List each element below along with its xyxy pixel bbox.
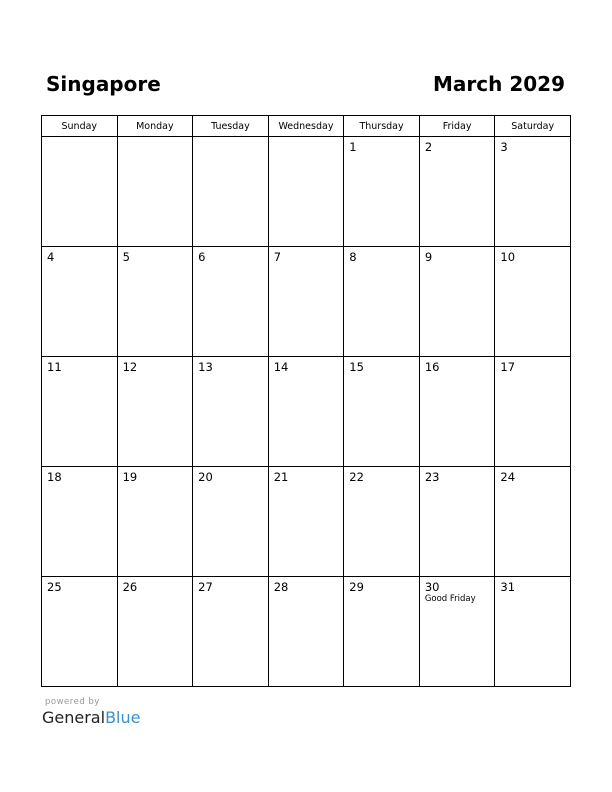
day-number: 11: [47, 360, 62, 374]
day-number: 18: [47, 470, 62, 484]
day-number: 7: [273, 250, 282, 264]
day-cell: [495, 247, 571, 357]
weekday-header: Sunday: [42, 116, 118, 137]
day-number: 17: [500, 360, 516, 374]
day-number: [269, 137, 344, 140]
day-number: 20: [198, 470, 213, 484]
day-cell: [495, 137, 571, 247]
week-row: [42, 137, 571, 247]
day-number: 14: [273, 360, 289, 374]
generalblue-footer: [42, 697, 140, 728]
day-number: 1: [349, 140, 357, 154]
day-number: 28: [273, 580, 289, 594]
day-cell: [268, 247, 344, 357]
day-number: 3: [500, 140, 508, 154]
day-cell: [344, 247, 420, 357]
day-cell: [419, 137, 495, 247]
day-number: 24: [500, 470, 516, 484]
day-cell: [117, 467, 193, 577]
day-cell: [495, 577, 571, 687]
day-cell: [419, 357, 495, 467]
calendar-grid: [41, 115, 571, 687]
day-cell: [495, 467, 571, 577]
day-cell: [193, 467, 269, 577]
day-number: [118, 137, 193, 140]
day-number: 9: [424, 250, 433, 264]
day-cell: [117, 247, 193, 357]
day-number: [42, 137, 117, 140]
day-cell: [42, 467, 118, 577]
day-number: 30: [424, 580, 440, 594]
day-number: 29: [349, 580, 364, 594]
logo-general-text: General: [42, 708, 106, 727]
powered-by-label: powered by: [45, 697, 100, 707]
day-number: 22: [349, 470, 364, 484]
weekday-header-row: [42, 116, 571, 137]
week-row: [42, 357, 571, 467]
day-number: 27: [198, 580, 213, 594]
week-row: [42, 247, 571, 357]
logo-blue-text: Blue: [105, 708, 141, 727]
day-cell: [419, 467, 495, 577]
weekday-header: Wednesday: [268, 116, 344, 137]
day-cell: [117, 137, 193, 247]
day-number: 6: [198, 250, 206, 264]
day-number: 4: [47, 250, 55, 264]
day-cell: [193, 137, 269, 247]
day-cell: [268, 137, 344, 247]
weekday-header: Monday: [117, 116, 193, 137]
day-number: 21: [273, 470, 289, 484]
day-cell: [344, 357, 420, 467]
day-cell: [193, 357, 269, 467]
day-cell: [42, 357, 118, 467]
day-cell: [193, 247, 269, 357]
day-number: 16: [424, 360, 440, 374]
weekday-header: Tuesday: [193, 116, 269, 137]
calendar-country-title: Singapore: [46, 72, 161, 96]
generalblue-logo: [42, 708, 140, 728]
day-cell: [193, 577, 269, 687]
day-cell: [419, 247, 495, 357]
day-number: 26: [122, 580, 138, 594]
day-number: 8: [349, 250, 357, 264]
calendar-month-title: March 2029: [433, 72, 565, 96]
day-cell: [495, 357, 571, 467]
day-cell: [117, 357, 193, 467]
day-cell: [344, 577, 420, 687]
day-number: 12: [122, 360, 138, 374]
day-number: 23: [424, 470, 440, 484]
day-number: 10: [500, 250, 516, 264]
weekday-header: Thursday: [344, 116, 420, 137]
day-cell: [344, 467, 420, 577]
week-row: [42, 467, 571, 577]
day-number: 13: [198, 360, 213, 374]
day-number: [193, 137, 268, 140]
day-number: 5: [122, 250, 130, 264]
day-cell: [117, 577, 193, 687]
day-cell: [42, 137, 118, 247]
holiday-label: Good Friday: [424, 594, 476, 604]
day-cell: [268, 577, 344, 687]
day-cell: [42, 577, 118, 687]
day-number: 2: [424, 140, 433, 154]
weekday-header: Friday: [419, 116, 495, 137]
week-row: [42, 577, 571, 687]
day-number: 31: [500, 580, 516, 594]
day-cell: [42, 247, 118, 357]
day-cell: [419, 577, 495, 687]
day-cell: [268, 467, 344, 577]
day-number: 25: [47, 580, 62, 594]
day-number: 19: [122, 470, 138, 484]
weekday-header: Saturday: [495, 116, 571, 137]
day-cell: [268, 357, 344, 467]
day-cell: [344, 137, 420, 247]
day-number: 15: [349, 360, 364, 374]
